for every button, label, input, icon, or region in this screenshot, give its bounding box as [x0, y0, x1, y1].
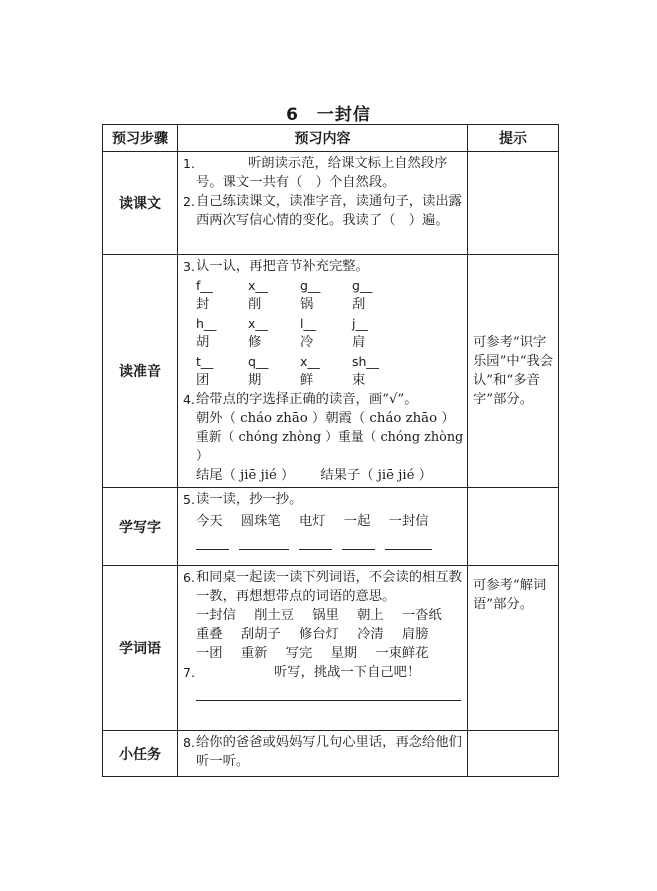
- task-text: 听写，挑战一下自己吧！: [274, 665, 421, 680]
- word: 星期: [330, 646, 358, 661]
- hint-cell: [468, 152, 559, 255]
- word: 今天: [196, 514, 223, 529]
- table-row: [103, 731, 559, 777]
- pinyin-row: [183, 276, 464, 295]
- char: 冷: [300, 335, 314, 350]
- table-header-row: [103, 125, 559, 152]
- word: 一束鲜花: [375, 646, 429, 661]
- copy-line[interactable]: [385, 537, 432, 550]
- word: 一封信: [196, 608, 236, 623]
- header-content: 预习内容: [178, 125, 468, 152]
- task-text: 和同桌一起读一读下列词语，不会读的相互教一教，再想想带点的词语的意思。: [196, 570, 462, 604]
- word: 锅里: [312, 608, 339, 623]
- char: 刮: [352, 297, 366, 312]
- word: 朝上: [357, 608, 384, 623]
- char: 肩: [352, 335, 366, 350]
- word: 一团: [196, 646, 223, 661]
- task-number: 1.: [183, 156, 195, 171]
- char-row: [183, 333, 464, 352]
- word: 刮胡子: [240, 627, 281, 642]
- content-cell: [178, 566, 468, 731]
- hint-cell: [468, 255, 559, 488]
- reading-choice: 结果子（ jiē jié ）: [320, 468, 433, 483]
- pinyin-blank: x__: [300, 354, 320, 369]
- word: 肩膀: [401, 627, 429, 642]
- content-cell: [178, 152, 468, 255]
- word-list: [183, 512, 464, 531]
- word: 削土豆: [254, 608, 295, 623]
- task-number: 3.: [183, 259, 195, 274]
- task-text: 自己练读课文，读准字音，读通句子，读出露西两次写信心情的变化。我读了（ ）遍。: [196, 194, 462, 228]
- char: 团: [196, 373, 210, 388]
- pinyin-blank: g__: [352, 278, 373, 293]
- hint-cell: [468, 566, 559, 731]
- word: 修台灯: [298, 627, 339, 642]
- word: 冷清: [357, 627, 384, 642]
- step-cell: 读课文: [103, 152, 178, 255]
- dictation-line[interactable]: [196, 690, 461, 701]
- hint-text: 可参考“解词语”部分。: [473, 578, 547, 612]
- table-row: [103, 255, 559, 488]
- word-list: [183, 606, 464, 625]
- char: 胡: [196, 335, 210, 350]
- pinyin-blank: x__: [248, 316, 268, 331]
- task-item: [183, 257, 464, 276]
- step-cell: 学词语: [103, 566, 178, 731]
- word: 一起: [343, 514, 371, 529]
- task-item: [183, 733, 464, 771]
- reading-choice-line: 重新（ chóng zhòng ）重量（ chóng zhòng ）: [196, 430, 464, 464]
- char-row: [183, 295, 464, 314]
- word: 圆珠笔: [240, 514, 281, 529]
- task-text: 认一认，再把音节补充完整。: [196, 259, 369, 274]
- char-row: [183, 371, 464, 390]
- pinyin-blank: j__: [352, 316, 368, 331]
- reading-choice-line: 朝外（ cháo zhāo ）朝霞（ cháo zhāo ）: [196, 411, 455, 426]
- pinyin-blank: h__: [196, 316, 217, 331]
- step-cell: 学写字: [103, 488, 178, 566]
- task-item: [183, 663, 464, 682]
- table-row: [103, 566, 559, 731]
- pinyin-blank: x__: [248, 278, 268, 293]
- pinyin-row: [183, 352, 464, 371]
- task-number: 5.: [183, 492, 195, 507]
- copy-line[interactable]: [239, 537, 289, 550]
- char: 鲜: [300, 373, 314, 388]
- hint-cell: [468, 488, 559, 566]
- char: 束: [352, 373, 366, 388]
- word-list: [183, 644, 464, 663]
- task-item: [183, 192, 464, 230]
- step-cell: 小任务: [103, 731, 178, 777]
- content-cell: [178, 255, 468, 488]
- header-hint: 提示: [468, 125, 559, 152]
- task-number: 6.: [183, 570, 195, 585]
- preview-table: [102, 124, 559, 777]
- table-row: [103, 152, 559, 255]
- task-item: [183, 390, 464, 409]
- hint-text: 可参考“识字乐园”中“我会认”和“多音字”部分。: [473, 335, 554, 407]
- pinyin-blank: f__: [196, 278, 213, 293]
- lesson-title: 6 一封信: [286, 105, 371, 125]
- char: 封: [196, 297, 210, 312]
- char: 削: [248, 297, 262, 312]
- word: 写完: [285, 646, 313, 661]
- pinyin-blank: g__: [300, 278, 321, 293]
- word: 一封信: [388, 514, 429, 529]
- task-number: 4.: [183, 392, 195, 407]
- pinyin-blank: sh__: [352, 354, 379, 369]
- task-item: [183, 154, 464, 192]
- content-cell: [178, 731, 468, 777]
- pinyin-blank: q__: [248, 354, 269, 369]
- char: 修: [248, 335, 262, 350]
- word: 电灯: [298, 514, 326, 529]
- word-list: [183, 625, 464, 644]
- task-number: 2.: [183, 194, 195, 209]
- task-text: 听朗读示范，给课文标上自然段序号。课文一共有（ ）个自然段。: [196, 156, 448, 190]
- table-row: [103, 488, 559, 566]
- char: 期: [248, 373, 262, 388]
- task-text: 给你的爸爸或妈妈写几句心里话，再念给他们听一听。: [196, 735, 462, 769]
- pinyin-blank: l__: [300, 316, 316, 331]
- header-step: 预习步骤: [103, 125, 178, 152]
- reading-choice-line: [183, 466, 464, 485]
- pinyin-blank: t__: [196, 354, 214, 369]
- copy-lines: [183, 537, 464, 551]
- copy-line[interactable]: [342, 537, 375, 550]
- content-cell: [178, 488, 468, 566]
- copy-line[interactable]: [196, 537, 229, 550]
- hint-cell: [468, 731, 559, 777]
- word: 重新: [240, 646, 268, 661]
- task-text: 读一读，抄一抄。: [196, 492, 303, 507]
- task-item: [183, 568, 464, 606]
- char: 锅: [300, 297, 314, 312]
- task-item: [183, 490, 464, 509]
- task-text: 给带点的字选择正确的读音，画“√”。: [196, 392, 418, 407]
- pinyin-row: [183, 314, 464, 333]
- word: 重叠: [196, 627, 223, 642]
- task-number: 7.: [183, 665, 195, 680]
- reading-choice: 结尾（ jiē jié ）: [196, 468, 295, 483]
- copy-line[interactable]: [299, 537, 332, 550]
- step-cell: 读准音: [103, 255, 178, 488]
- task-number: 8.: [183, 735, 195, 750]
- word: 一沓纸: [401, 608, 442, 623]
